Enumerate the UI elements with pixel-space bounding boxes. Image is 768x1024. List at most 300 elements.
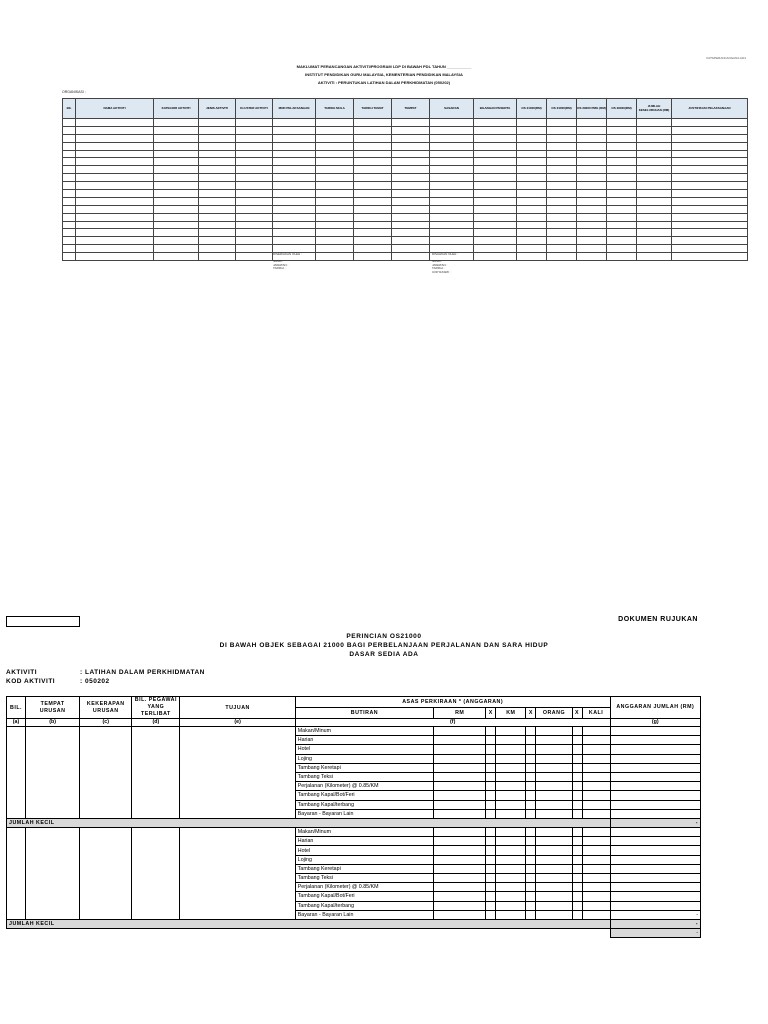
table-cell[interactable]: [637, 253, 672, 261]
table-cell[interactable]: [607, 253, 637, 261]
rm-cell[interactable]: [434, 864, 486, 873]
table-cell[interactable]: [637, 142, 672, 150]
table-cell[interactable]: [316, 205, 354, 213]
table-cell[interactable]: [637, 158, 672, 166]
table-cell[interactable]: [392, 158, 430, 166]
table-cell[interactable]: [607, 245, 637, 253]
table-cell[interactable]: [154, 221, 199, 229]
table-cell[interactable]: [430, 134, 474, 142]
x-cell[interactable]: [572, 800, 582, 809]
table-cell[interactable]: [76, 134, 154, 142]
x-cell[interactable]: [486, 809, 496, 818]
km-cell[interactable]: [496, 864, 526, 873]
table-cell[interactable]: [474, 126, 517, 134]
table-cell[interactable]: [199, 134, 236, 142]
table-cell[interactable]: [154, 142, 199, 150]
table-cell[interactable]: [236, 205, 273, 213]
table-cell[interactable]: [607, 158, 637, 166]
table-cell[interactable]: [577, 126, 607, 134]
table-cell[interactable]: [76, 142, 154, 150]
table-cell[interactable]: [76, 245, 154, 253]
table-cell[interactable]: [637, 126, 672, 134]
x-cell[interactable]: [572, 910, 582, 919]
table-cell[interactable]: [316, 150, 354, 158]
table-cell[interactable]: [607, 174, 637, 182]
x-cell[interactable]: [572, 736, 582, 745]
table-cell[interactable]: [577, 158, 607, 166]
table-cell[interactable]: [76, 221, 154, 229]
table-cell[interactable]: [236, 158, 273, 166]
table-cell[interactable]: [63, 229, 76, 237]
km-cell[interactable]: [496, 736, 526, 745]
orang-cell[interactable]: [536, 846, 572, 855]
table-cell[interactable]: [236, 150, 273, 158]
table-cell[interactable]: [577, 119, 607, 127]
table-cell[interactable]: [607, 150, 637, 158]
table-cell[interactable]: [577, 197, 607, 205]
orang-cell[interactable]: [536, 892, 572, 901]
table-cell[interactable]: [430, 150, 474, 158]
x-cell[interactable]: [486, 846, 496, 855]
table-cell[interactable]: [199, 205, 236, 213]
x-cell[interactable]: [572, 727, 582, 736]
orang-cell[interactable]: [536, 791, 572, 800]
table-cell[interactable]: [517, 126, 547, 134]
table-cell[interactable]: [672, 253, 748, 261]
table-cell[interactable]: [430, 182, 474, 190]
table-cell[interactable]: [672, 126, 748, 134]
table-cell[interactable]: [76, 150, 154, 158]
rm-cell[interactable]: [434, 855, 486, 864]
table-cell[interactable]: [637, 205, 672, 213]
table-cell[interactable]: [354, 213, 392, 221]
pegawai-cell[interactable]: [132, 727, 180, 819]
table-cell[interactable]: [392, 150, 430, 158]
table-cell[interactable]: [273, 166, 316, 174]
x-cell[interactable]: [526, 727, 536, 736]
table-cell[interactable]: [316, 174, 354, 182]
table-cell[interactable]: [392, 134, 430, 142]
table-cell[interactable]: [637, 119, 672, 127]
table-cell[interactable]: [474, 166, 517, 174]
tempat-cell[interactable]: [26, 828, 80, 920]
x-cell[interactable]: [486, 800, 496, 809]
rm-cell[interactable]: [434, 846, 486, 855]
table-cell[interactable]: [607, 166, 637, 174]
table-cell[interactable]: [672, 134, 748, 142]
table-cell[interactable]: [637, 229, 672, 237]
rm-cell[interactable]: [434, 809, 486, 818]
table-cell[interactable]: [607, 126, 637, 134]
table-cell[interactable]: [517, 134, 547, 142]
table-cell[interactable]: [63, 174, 76, 182]
table-cell[interactable]: [199, 126, 236, 134]
x-cell[interactable]: [572, 837, 582, 846]
table-cell[interactable]: [672, 182, 748, 190]
table-cell[interactable]: [236, 142, 273, 150]
table-cell[interactable]: [577, 190, 607, 198]
table-cell[interactable]: [672, 158, 748, 166]
table-cell[interactable]: [63, 142, 76, 150]
table-cell[interactable]: [577, 213, 607, 221]
table-cell[interactable]: [199, 174, 236, 182]
table-cell[interactable]: [430, 190, 474, 198]
kali-cell[interactable]: [582, 864, 610, 873]
table-cell[interactable]: [199, 190, 236, 198]
table-cell[interactable]: [637, 197, 672, 205]
table-cell[interactable]: [607, 134, 637, 142]
table-cell[interactable]: [430, 237, 474, 245]
x-cell[interactable]: [526, 763, 536, 772]
table-cell[interactable]: [199, 229, 236, 237]
table-cell[interactable]: [547, 229, 577, 237]
table-cell[interactable]: [392, 174, 430, 182]
x-cell[interactable]: [526, 892, 536, 901]
x-cell[interactable]: [526, 874, 536, 883]
x-cell[interactable]: [572, 763, 582, 772]
kali-cell[interactable]: [582, 837, 610, 846]
table-cell[interactable]: [637, 190, 672, 198]
kali-cell[interactable]: [582, 782, 610, 791]
x-cell[interactable]: [572, 782, 582, 791]
km-cell[interactable]: [496, 800, 526, 809]
table-cell[interactable]: [577, 229, 607, 237]
x-cell[interactable]: [572, 864, 582, 873]
km-cell[interactable]: [496, 754, 526, 763]
table-cell[interactable]: [430, 229, 474, 237]
orang-cell[interactable]: [536, 763, 572, 772]
kali-cell[interactable]: [582, 910, 610, 919]
table-cell[interactable]: [354, 205, 392, 213]
table-cell[interactable]: [354, 253, 392, 261]
rm-cell[interactable]: [434, 828, 486, 837]
table-cell[interactable]: [672, 221, 748, 229]
table-cell[interactable]: [199, 150, 236, 158]
x-cell[interactable]: [486, 864, 496, 873]
table-cell[interactable]: [517, 158, 547, 166]
table-cell[interactable]: [273, 197, 316, 205]
table-cell[interactable]: [154, 229, 199, 237]
table-cell[interactable]: [354, 142, 392, 150]
km-cell[interactable]: [496, 883, 526, 892]
table-cell[interactable]: [637, 150, 672, 158]
table-cell[interactable]: [517, 205, 547, 213]
table-cell[interactable]: [236, 119, 273, 127]
table-cell[interactable]: [474, 245, 517, 253]
table-cell[interactable]: [236, 221, 273, 229]
table-cell[interactable]: [474, 174, 517, 182]
table-cell[interactable]: [76, 158, 154, 166]
table-cell[interactable]: [517, 197, 547, 205]
x-cell[interactable]: [486, 736, 496, 745]
km-cell[interactable]: [496, 874, 526, 883]
x-cell[interactable]: [572, 901, 582, 910]
rm-cell[interactable]: [434, 772, 486, 781]
table-cell[interactable]: [517, 150, 547, 158]
x-cell[interactable]: [526, 883, 536, 892]
table-cell[interactable]: [547, 166, 577, 174]
rm-cell[interactable]: [434, 892, 486, 901]
x-cell[interactable]: [572, 745, 582, 754]
table-cell[interactable]: [392, 126, 430, 134]
table-cell[interactable]: [316, 237, 354, 245]
table-cell[interactable]: [354, 174, 392, 182]
km-cell[interactable]: [496, 846, 526, 855]
table-cell[interactable]: [316, 245, 354, 253]
table-cell[interactable]: [154, 197, 199, 205]
table-cell[interactable]: [236, 213, 273, 221]
orang-cell[interactable]: [536, 828, 572, 837]
table-cell[interactable]: [430, 126, 474, 134]
rm-cell[interactable]: [434, 910, 486, 919]
table-cell[interactable]: [577, 134, 607, 142]
table-cell[interactable]: [517, 253, 547, 261]
table-cell[interactable]: [273, 213, 316, 221]
x-cell[interactable]: [572, 883, 582, 892]
x-cell[interactable]: [572, 754, 582, 763]
km-cell[interactable]: [496, 791, 526, 800]
table-cell[interactable]: [76, 174, 154, 182]
km-cell[interactable]: [496, 745, 526, 754]
table-cell[interactable]: [63, 213, 76, 221]
table-cell[interactable]: [76, 126, 154, 134]
x-cell[interactable]: [486, 754, 496, 763]
kali-cell[interactable]: [582, 892, 610, 901]
table-cell[interactable]: [607, 229, 637, 237]
table-cell[interactable]: [354, 197, 392, 205]
table-cell[interactable]: [392, 213, 430, 221]
table-cell[interactable]: [199, 158, 236, 166]
table-cell[interactable]: [316, 182, 354, 190]
orang-cell[interactable]: [536, 754, 572, 763]
table-cell[interactable]: [392, 205, 430, 213]
table-cell[interactable]: [316, 158, 354, 166]
table-cell[interactable]: [547, 245, 577, 253]
table-cell[interactable]: [63, 190, 76, 198]
table-cell[interactable]: [672, 150, 748, 158]
kali-cell[interactable]: [582, 745, 610, 754]
tujuan-cell[interactable]: [180, 727, 295, 819]
rm-cell[interactable]: [434, 800, 486, 809]
km-cell[interactable]: [496, 855, 526, 864]
table-cell[interactable]: [392, 253, 430, 261]
table-cell[interactable]: [199, 182, 236, 190]
rm-cell[interactable]: [434, 782, 486, 791]
table-cell[interactable]: [637, 166, 672, 174]
table-cell[interactable]: [63, 197, 76, 205]
x-cell[interactable]: [486, 727, 496, 736]
table-cell[interactable]: [547, 213, 577, 221]
table-cell[interactable]: [517, 190, 547, 198]
table-cell[interactable]: [76, 253, 154, 261]
table-cell[interactable]: [672, 142, 748, 150]
table-cell[interactable]: [517, 237, 547, 245]
table-cell[interactable]: [354, 245, 392, 253]
tujuan-cell[interactable]: [180, 828, 295, 920]
table-cell[interactable]: [63, 119, 76, 127]
table-cell[interactable]: [63, 253, 76, 261]
x-cell[interactable]: [526, 864, 536, 873]
kali-cell[interactable]: [582, 727, 610, 736]
table-cell[interactable]: [154, 213, 199, 221]
x-cell[interactable]: [526, 791, 536, 800]
table-cell[interactable]: [474, 237, 517, 245]
x-cell[interactable]: [486, 782, 496, 791]
table-cell[interactable]: [392, 182, 430, 190]
table-cell[interactable]: [154, 182, 199, 190]
x-cell[interactable]: [486, 892, 496, 901]
table-cell[interactable]: [474, 190, 517, 198]
kali-cell[interactable]: [582, 855, 610, 864]
x-cell[interactable]: [486, 763, 496, 772]
table-cell[interactable]: [273, 190, 316, 198]
x-cell[interactable]: [526, 772, 536, 781]
x-cell[interactable]: [486, 745, 496, 754]
table-cell[interactable]: [672, 213, 748, 221]
x-cell[interactable]: [526, 910, 536, 919]
x-cell[interactable]: [486, 910, 496, 919]
table-cell[interactable]: [273, 221, 316, 229]
table-cell[interactable]: [354, 237, 392, 245]
table-cell[interactable]: [672, 229, 748, 237]
orang-cell[interactable]: [536, 772, 572, 781]
table-cell[interactable]: [547, 142, 577, 150]
table-cell[interactable]: [63, 221, 76, 229]
table-cell[interactable]: [392, 190, 430, 198]
table-cell[interactable]: [76, 190, 154, 198]
kali-cell[interactable]: [582, 791, 610, 800]
table-cell[interactable]: [273, 119, 316, 127]
x-cell[interactable]: [526, 846, 536, 855]
table-cell[interactable]: [430, 197, 474, 205]
x-cell[interactable]: [526, 800, 536, 809]
table-cell[interactable]: [474, 134, 517, 142]
table-cell[interactable]: [273, 182, 316, 190]
table-cell[interactable]: [63, 134, 76, 142]
table-cell[interactable]: [236, 253, 273, 261]
rm-cell[interactable]: [434, 837, 486, 846]
km-cell[interactable]: [496, 901, 526, 910]
table-cell[interactable]: [517, 166, 547, 174]
x-cell[interactable]: [572, 874, 582, 883]
table-cell[interactable]: [273, 237, 316, 245]
rm-cell[interactable]: [434, 874, 486, 883]
table-cell[interactable]: [76, 166, 154, 174]
table-cell[interactable]: [273, 142, 316, 150]
table-cell[interactable]: [637, 221, 672, 229]
table-cell[interactable]: [607, 237, 637, 245]
table-cell[interactable]: [392, 119, 430, 127]
table-cell[interactable]: [154, 166, 199, 174]
table-cell[interactable]: [76, 237, 154, 245]
table-cell[interactable]: [199, 245, 236, 253]
orang-cell[interactable]: [536, 809, 572, 818]
table-cell[interactable]: [199, 213, 236, 221]
table-cell[interactable]: [547, 134, 577, 142]
x-cell[interactable]: [486, 874, 496, 883]
table-cell[interactable]: [392, 245, 430, 253]
table-cell[interactable]: [517, 245, 547, 253]
table-cell[interactable]: [63, 182, 76, 190]
table-cell[interactable]: [316, 126, 354, 134]
x-cell[interactable]: [526, 837, 536, 846]
x-cell[interactable]: [572, 828, 582, 837]
rm-cell[interactable]: [434, 791, 486, 800]
table-cell[interactable]: [354, 158, 392, 166]
table-cell[interactable]: [354, 134, 392, 142]
table-cell[interactable]: [354, 126, 392, 134]
table-cell[interactable]: [607, 213, 637, 221]
table-cell[interactable]: [637, 134, 672, 142]
rm-cell[interactable]: [434, 763, 486, 772]
x-cell[interactable]: [486, 828, 496, 837]
kali-cell[interactable]: [582, 874, 610, 883]
pegawai-cell[interactable]: [132, 828, 180, 920]
kali-cell[interactable]: [582, 883, 610, 892]
table-cell[interactable]: [547, 221, 577, 229]
table-cell[interactable]: [154, 253, 199, 261]
kali-cell[interactable]: [582, 828, 610, 837]
table-cell[interactable]: [547, 253, 577, 261]
km-cell[interactable]: [496, 727, 526, 736]
km-cell[interactable]: [496, 763, 526, 772]
table-cell[interactable]: [76, 197, 154, 205]
table-cell[interactable]: [154, 150, 199, 158]
orang-cell[interactable]: [536, 855, 572, 864]
table-cell[interactable]: [517, 213, 547, 221]
table-cell[interactable]: [517, 229, 547, 237]
table-cell[interactable]: [430, 119, 474, 127]
table-cell[interactable]: [154, 245, 199, 253]
orang-cell[interactable]: [536, 883, 572, 892]
table-cell[interactable]: [577, 245, 607, 253]
table-cell[interactable]: [672, 190, 748, 198]
x-cell[interactable]: [526, 736, 536, 745]
table-cell[interactable]: [547, 174, 577, 182]
table-cell[interactable]: [474, 119, 517, 127]
table-cell[interactable]: [76, 213, 154, 221]
x-cell[interactable]: [526, 745, 536, 754]
table-cell[interactable]: [273, 229, 316, 237]
table-cell[interactable]: [577, 237, 607, 245]
table-cell[interactable]: [273, 134, 316, 142]
table-cell[interactable]: [547, 126, 577, 134]
table-cell[interactable]: [236, 197, 273, 205]
table-cell[interactable]: [392, 142, 430, 150]
table-cell[interactable]: [672, 166, 748, 174]
table-cell[interactable]: [474, 253, 517, 261]
table-cell[interactable]: [63, 126, 76, 134]
table-cell[interactable]: [577, 253, 607, 261]
table-cell[interactable]: [273, 126, 316, 134]
table-cell[interactable]: [154, 126, 199, 134]
table-cell[interactable]: [547, 190, 577, 198]
table-cell[interactable]: [577, 150, 607, 158]
rm-cell[interactable]: [434, 727, 486, 736]
table-cell[interactable]: [316, 221, 354, 229]
km-cell[interactable]: [496, 892, 526, 901]
table-cell[interactable]: [63, 237, 76, 245]
kali-cell[interactable]: [582, 800, 610, 809]
bil-cell[interactable]: [7, 828, 26, 920]
orang-cell[interactable]: [536, 864, 572, 873]
table-cell[interactable]: [430, 213, 474, 221]
table-cell[interactable]: [354, 150, 392, 158]
table-cell[interactable]: [577, 174, 607, 182]
table-cell[interactable]: [547, 158, 577, 166]
table-cell[interactable]: [607, 197, 637, 205]
x-cell[interactable]: [526, 809, 536, 818]
